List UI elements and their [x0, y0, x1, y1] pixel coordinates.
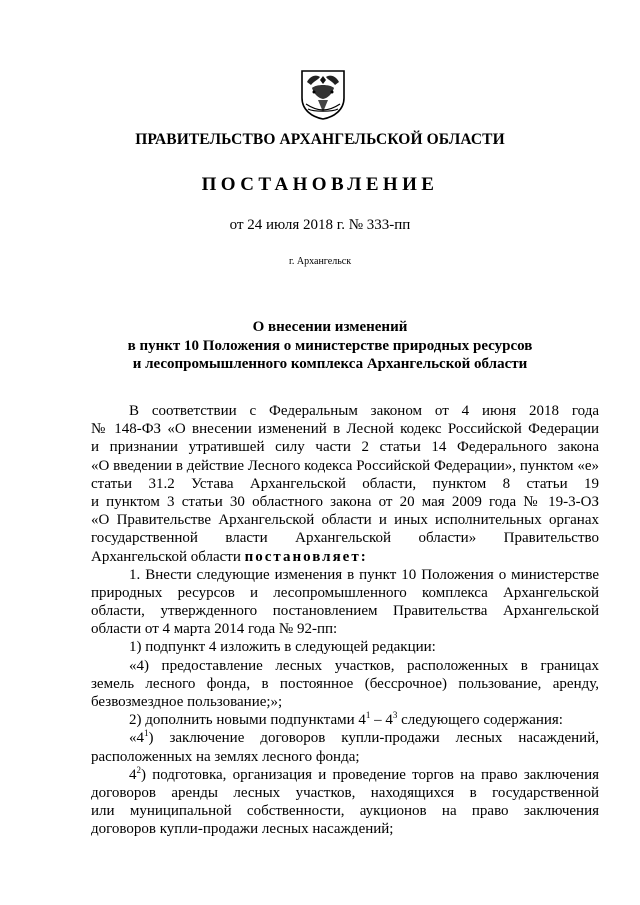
body-text: – 4 [370, 712, 393, 729]
body-line: «4) предоставление лесных участков, расположенных в границах [129, 657, 599, 674]
emphasis-decree: постановляет: [244, 548, 368, 565]
body-line: В соответствии с Федеральным законом от 4 июня 2018 года [129, 403, 599, 419]
coat-of-arms-emblem [298, 68, 348, 120]
organization-name: ПРАВИТЕЛЬСТВО АРХАНГЕЛЬСКОЙ ОБЛАСТИ [135, 131, 505, 148]
body-line [91, 711, 599, 729]
body-line: государственной власти Архангельской области» Правительство [91, 530, 599, 547]
body-text: «4 [129, 730, 144, 747]
superscript: 1 [144, 729, 149, 739]
body-line: договоров аренды лесных участков, находящихся в государственной [91, 784, 599, 801]
body-line [91, 766, 599, 784]
subject-line: О внесении изменений [252, 319, 408, 335]
body-text: Архангельской области [91, 548, 245, 565]
body-line: области, утвержденного постановлением Правительства Архангельской [91, 603, 599, 620]
document-subject [80, 318, 580, 374]
body-line [91, 548, 599, 566]
body-text: следующего содержания: [397, 712, 563, 729]
body-line: области от 4 марта 2014 года № 92-пп: [91, 621, 338, 638]
body-text: ) подготовка, организация и проведение торгов на право заключения [141, 766, 599, 783]
body-text: 2) дополнить новыми подпунктами 4 [129, 712, 366, 729]
document-date-number: от 24 июля 2018 г. № 333-пп [229, 217, 411, 233]
body-line: и признании утратившей силу части 2 статьи 14 Федерального закона [91, 439, 599, 456]
body-line: № 148-ФЗ «О внесении изменений в Лесной кодекс Российской Федерации [91, 421, 599, 438]
document-title: ПОСТАНОВЛЕНИЕ [201, 174, 439, 195]
subject-line: и лесопромышленного комплекса Архангельской области [132, 356, 528, 372]
document-body [91, 402, 599, 839]
body-line: и пунктом 3 статьи 30 областного закона от 20 мая 2009 года № 19-3-ОЗ [91, 493, 599, 510]
body-line: природных ресурсов и лесопромышленного комплекса Архангельской [91, 584, 599, 601]
subject-line: в пункт 10 Положения о министерстве природных ресурсов [127, 337, 533, 354]
body-line: статьи 31.2 Устава Архангельской области, пунктом 8 статьи 19 [91, 475, 599, 492]
body-line: 1) подпункт 4 изложить в следующей редакции: [129, 639, 436, 656]
body-line: земель лесного фонда, в постоянное (бессрочное) пользование, аренду, [91, 675, 599, 692]
body-line: или муниципальной собственности, аукционов на право заключения [91, 803, 599, 820]
body-line: расположенных на землях лесного фонда; [91, 748, 360, 765]
body-line: «О введении в действие Лесного кодекса Российской Федерации», пунктом «е» [91, 457, 599, 474]
body-line: безвозмездное пользование;»; [91, 694, 283, 710]
body-text: ) заключение договоров купли-продажи лесных насаждений, [148, 730, 599, 747]
document-city: г. Архангельск [288, 256, 352, 267]
superscript: 1 [365, 711, 371, 721]
superscript: 3 [392, 711, 398, 721]
body-line: «О Правительстве Архангельской области и иных исполнительных органах [91, 512, 599, 529]
body-line: 1. Внести следующие изменения в пункт 10 Положения о министерстве [129, 566, 599, 583]
body-line: договоров купли-продажи лесных насаждений; [91, 821, 394, 838]
body-text: 4 [129, 766, 137, 783]
body-line [91, 729, 599, 747]
superscript: 2 [136, 765, 141, 775]
